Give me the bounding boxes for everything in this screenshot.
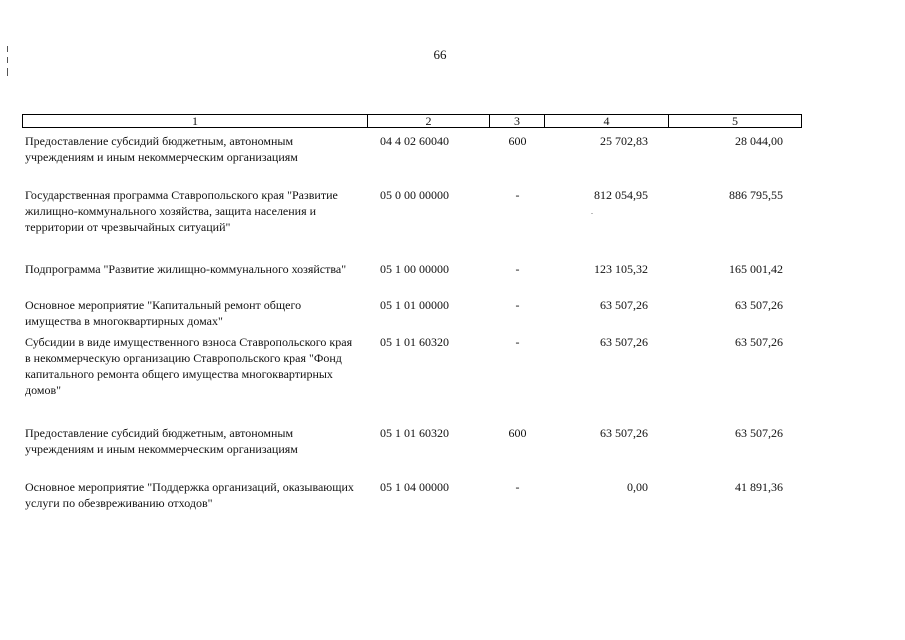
row-type: - <box>515 188 520 202</box>
row-name: Предоставление субсидий бюджетным, автономным учреждениям и иным некоммерческим организациям <box>25 134 298 164</box>
header-col-1: 1 <box>22 114 368 128</box>
scan-speck <box>591 213 593 214</box>
margin-mark-mid <box>7 57 8 63</box>
row-type: 600 <box>508 426 527 440</box>
row-name: Основное мероприятие "Капитальный ремонт общего имущества в многоквартирных домах" <box>25 298 302 328</box>
row-code: 05 1 01 00000 <box>380 298 449 312</box>
margin-mark-line <box>7 68 8 76</box>
row-sum-1: 63 507,26 <box>600 298 648 312</box>
row-sum-1: 123 105,32 <box>594 262 648 276</box>
row-sum-2: 63 507,26 <box>735 335 783 349</box>
row-type: - <box>515 480 520 494</box>
header-col-4: 4 <box>544 114 669 128</box>
header-col-2: 2 <box>367 114 490 128</box>
row-sum-1: 63 507,26 <box>600 426 648 440</box>
row-sum-1: 0,00 <box>627 480 648 494</box>
row-sum-2: 165 001,42 <box>729 262 783 276</box>
row-code: 05 0 00 00000 <box>380 188 449 202</box>
row-sum-2: 41 891,36 <box>735 480 783 494</box>
row-name: Субсидии в виде имущественного взноса Ставропольского края в некоммерческую организацию Ставропольского края "Фонд капитального ремонта общего имущества многоквартирных домов" <box>25 335 353 397</box>
row-sum-1: 812 054,95 <box>594 188 648 202</box>
row-code: 05 1 00 00000 <box>380 262 449 276</box>
header-col-5: 5 <box>668 114 802 128</box>
row-type: - <box>515 335 520 349</box>
row-code: 04 4 02 60040 <box>380 134 449 148</box>
row-sum-1: 63 507,26 <box>600 335 648 349</box>
row-sum-2: 28 044,00 <box>735 134 783 148</box>
row-type: 600 <box>508 134 527 148</box>
row-sum-2: 63 507,26 <box>735 298 783 312</box>
row-name: Государственная программа Ставропольского края "Развитие жилищно-коммунального хозяйства, защита населения и территории от чрезвычайных ситуаций" <box>25 188 338 234</box>
row-name: Основное мероприятие "Поддержка организаций, оказывающих услуги по обезвреживанию отходов" <box>25 480 354 510</box>
page-number: 66 <box>433 47 447 62</box>
row-sum-2: 63 507,26 <box>735 426 783 440</box>
row-code: 05 1 01 60320 <box>380 426 449 440</box>
row-sum-2: 886 795,55 <box>729 188 783 202</box>
row-code: 05 1 01 60320 <box>380 335 449 349</box>
row-type: - <box>515 298 520 312</box>
row-name: Подпрограмма "Развитие жилищно-коммунального хозяйства" <box>25 262 347 276</box>
row-name: Предоставление субсидий бюджетным, автономным учреждениям и иным некоммерческим организациям <box>25 426 298 456</box>
row-type: - <box>515 262 520 276</box>
margin-mark-top <box>7 46 8 52</box>
row-code: 05 1 04 00000 <box>380 480 449 494</box>
header-col-3: 3 <box>489 114 545 128</box>
row-sum-1: 25 702,83 <box>600 134 648 148</box>
